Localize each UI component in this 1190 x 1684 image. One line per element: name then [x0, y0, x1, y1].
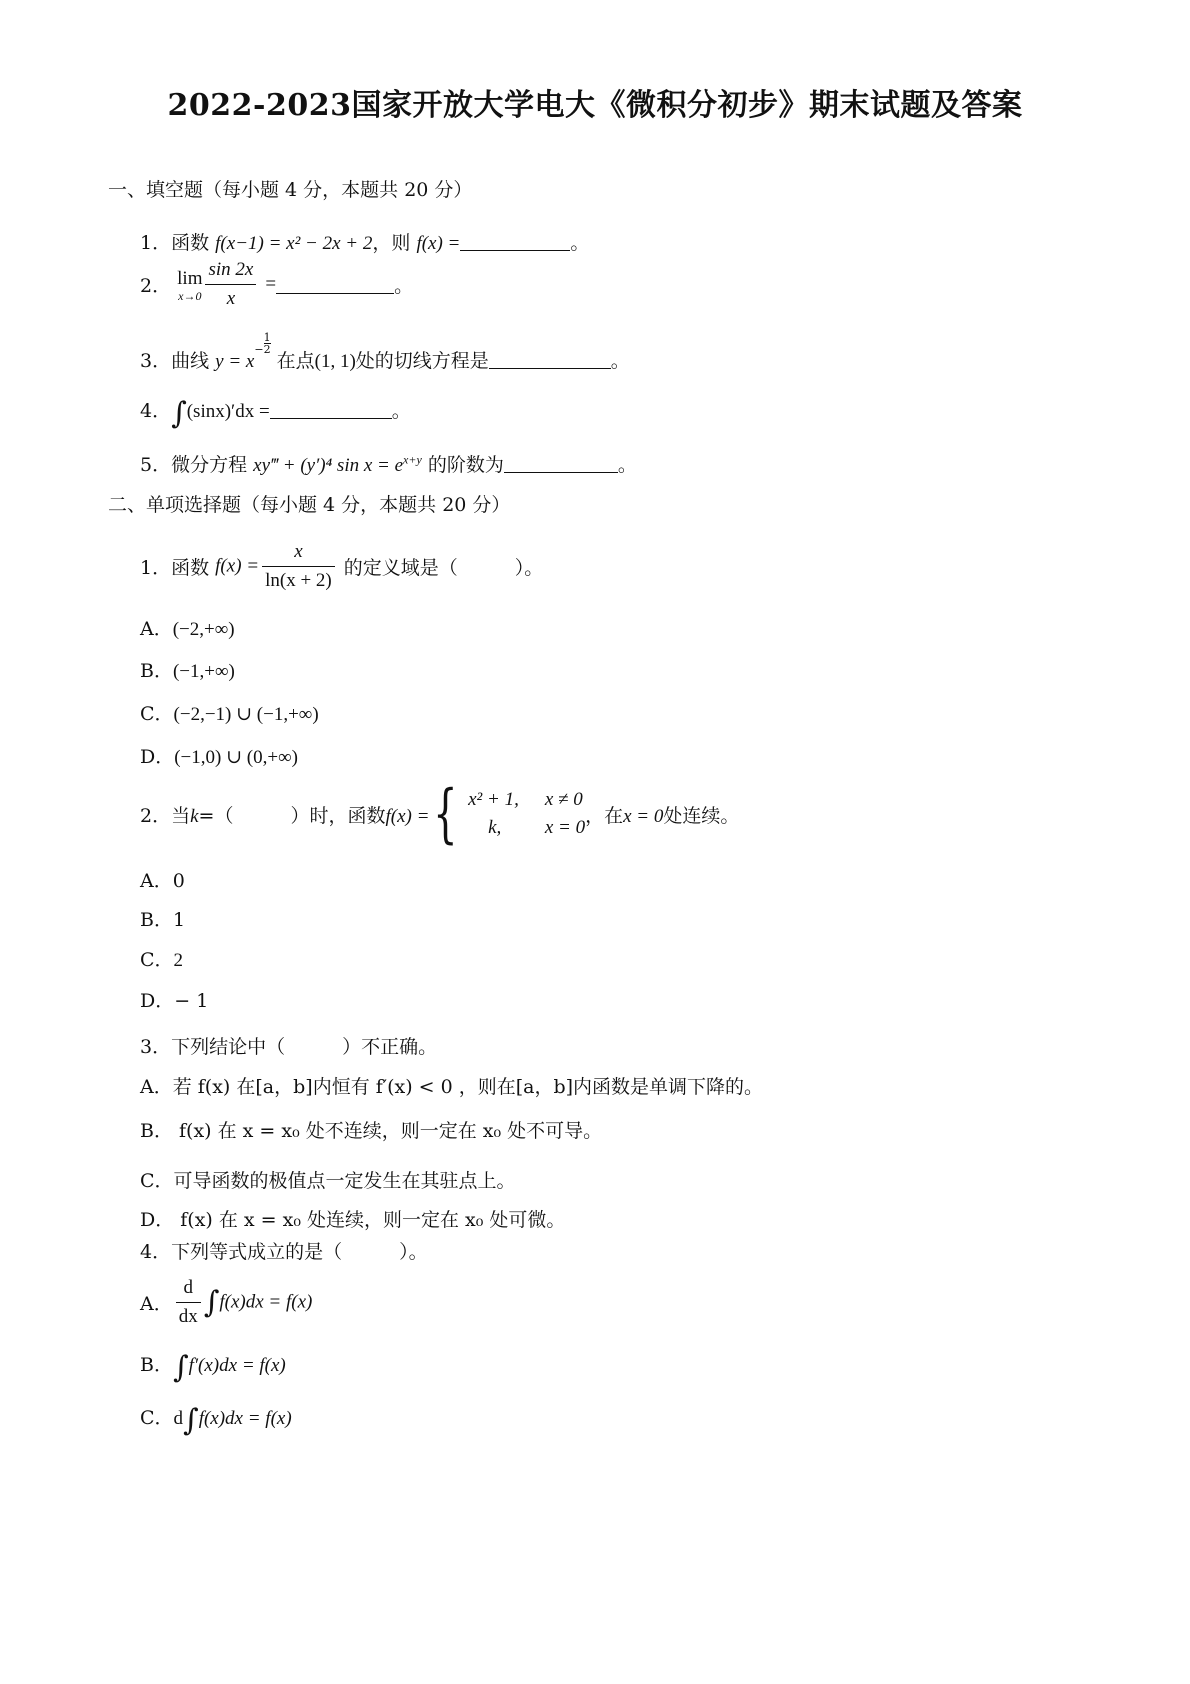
q-number: 4． [140, 400, 172, 422]
fraction-denominator: x [226, 288, 236, 309]
s1-question-2 [140, 256, 413, 313]
q-number: 1． [140, 232, 172, 254]
case-condition: x ≠ 0 [544, 789, 583, 810]
option-value: 0 [172, 870, 185, 892]
option-label: B． [140, 1354, 173, 1376]
integral-symbol: ∫ [171, 396, 187, 431]
s2-q2-option-d [140, 986, 208, 1013]
option-label: C． [140, 949, 174, 971]
q-text: 函数 [171, 557, 210, 579]
option-value: (−2,+∞) [172, 619, 235, 640]
section2-heading: 二、单项选择题（每小题 4 分，本题共 20 分） [108, 494, 511, 516]
q-number: 2． [140, 804, 172, 827]
q-variable: k [190, 805, 199, 827]
s2-q3-option-d: D． f(x) 在 x = x₀ 处连续，则一定在 x₀ 处可微。 [140, 1209, 566, 1231]
fraction-denominator: dx [178, 1306, 198, 1327]
q-text: 曲线 [171, 350, 210, 372]
option-value: 1 [172, 909, 186, 931]
differential-d: d [173, 1408, 184, 1429]
s2-q1-option-a [140, 614, 235, 641]
exponent: − $\frac{1}{2}$ [254, 331, 271, 356]
piecewise-cases [460, 789, 585, 839]
option-value: f(x)dx = f(x) [198, 1408, 292, 1429]
option-label: A． [140, 870, 173, 892]
q-number: 5． [140, 454, 172, 476]
option-value: − 1 [174, 990, 209, 1012]
q-expression: f(x−1) = x² − 2x + 2 [215, 233, 373, 254]
integral-symbol: ∫ [183, 1403, 199, 1438]
q-text: 微分方程 [171, 454, 248, 476]
q-end: 。 [570, 232, 590, 254]
fraction [262, 538, 335, 595]
fraction-numerator: d [176, 1274, 201, 1303]
section1-heading: 一、填空题（每小题 4 分，本题共 20 分） [108, 179, 473, 201]
s2-q1-option-d [140, 742, 298, 769]
s2-q2-option-c [140, 945, 183, 972]
exponent: x+y [403, 452, 422, 467]
case-condition: x = 0 [544, 817, 586, 838]
q-expression: f(x) = [385, 805, 430, 827]
option-label: C． [140, 703, 174, 725]
q-expression: x = 0 [623, 805, 664, 827]
s2-q3-option-b: B． f(x) 在 x = x₀ 处不连续，则一定在 x₀ 处不可导。 [140, 1120, 603, 1142]
integral-symbol: ∫ [203, 1285, 220, 1320]
lim-text: lim [177, 267, 203, 289]
q-expression: f(x) = [215, 555, 260, 577]
s2-q4-option-a [140, 1274, 312, 1331]
q-text: 的阶数为 [427, 454, 504, 476]
option-label: B． [140, 909, 173, 931]
lim-subscript: x→0 [178, 288, 202, 303]
q-number: 1． [140, 557, 172, 579]
q-end: 。 [617, 454, 637, 476]
s2-question-4: 4．下列等式成立的是（ ）。 [140, 1241, 428, 1263]
s1-question-1 [140, 228, 589, 255]
option-label: A． [140, 1293, 173, 1315]
q-text: =（ ）时，函数 [198, 804, 386, 827]
q-end: 。 [610, 350, 630, 372]
option-label: D． [140, 746, 175, 768]
option-value: f′(x)dx = f(x) [188, 1355, 286, 1376]
q-text: 的定义域是（ ）。 [343, 557, 544, 579]
q-text: 在点 [276, 350, 315, 372]
q-text: 函数 [171, 232, 210, 254]
option-value: (−1,+∞) [172, 661, 235, 682]
case-value: x² + 1, [468, 789, 519, 810]
q-expression: y = x [215, 351, 255, 372]
option-value: (−1,0) ∪ (0,+∞) [174, 747, 298, 768]
option-label: C． [140, 1407, 174, 1429]
option-value: f(x)dx = f(x) [219, 1291, 313, 1313]
answer-blank [460, 232, 570, 251]
q-text: 处连续。 [663, 804, 740, 827]
page-title: 2022-2023国家开放大学电大《微积分初步》期末试题及答案 [167, 88, 1023, 123]
s2-question-3: 3．下列结论中（ ）不正确。 [140, 1036, 438, 1058]
option-value: (−2,−1) ∪ (−1,+∞) [173, 704, 319, 725]
option-value: 2 [173, 950, 184, 971]
answer-blank [504, 454, 618, 473]
fraction [205, 256, 256, 313]
fraction-numerator: sin 2x [205, 256, 256, 285]
option-label: D． [140, 990, 175, 1012]
s2-question-1 [140, 538, 543, 595]
q-expression: (sinx)′dx = [186, 401, 270, 422]
q-point: (1, 1) [314, 351, 356, 372]
limit-operator [177, 268, 202, 302]
s1-question-4 [140, 396, 411, 431]
fraction-denominator: ln(x + 2) [265, 570, 332, 591]
case-value: k, [488, 817, 502, 838]
s2-q4-option-c [140, 1403, 292, 1438]
s2-q3-option-a: A．若 f(x) 在[a，b]内恒有 f′(x) < 0 ，则在[a，b]内函数是单调下降的。 [140, 1076, 764, 1098]
answer-blank [276, 275, 394, 294]
q-number: 3． [140, 350, 172, 372]
s2-q3-option-c: C．可导函数的极值点一定发生在其驻点上。 [140, 1170, 516, 1192]
s1-question-3 [140, 332, 630, 373]
equals-sign: = [265, 273, 277, 295]
exponent-numerator: 1 [263, 331, 271, 344]
q-text: ，在 [585, 804, 624, 827]
option-label: B． [140, 660, 173, 682]
s2-question-2 [140, 777, 740, 851]
exponent-denominator: 2 [263, 343, 271, 356]
fraction-numerator: x [262, 538, 335, 567]
answer-blank [489, 350, 611, 369]
q-text: ，则 [372, 232, 411, 254]
s2-q1-option-b [140, 656, 235, 683]
left-brace: { [433, 777, 458, 851]
q-expression: xy‴ + (y′)⁴ sin x = e [253, 455, 404, 476]
s2-q4-option-b [140, 1350, 286, 1385]
q-expression: f(x) = [416, 233, 461, 254]
q-text: 处的切线方程是 [355, 350, 489, 372]
derivative-operator [176, 1274, 201, 1331]
q-text: 当 [171, 804, 191, 827]
answer-blank [270, 400, 392, 419]
s2-q2-option-b [140, 905, 185, 932]
q-end: 。 [391, 400, 411, 422]
q-end: 。 [394, 275, 414, 297]
q-number: 2． [140, 275, 172, 297]
s2-q2-option-a [140, 866, 185, 893]
option-label: A． [140, 618, 173, 640]
s1-question-5 [140, 450, 637, 477]
s2-q1-option-c [140, 699, 319, 726]
integral-symbol: ∫ [172, 1350, 189, 1385]
